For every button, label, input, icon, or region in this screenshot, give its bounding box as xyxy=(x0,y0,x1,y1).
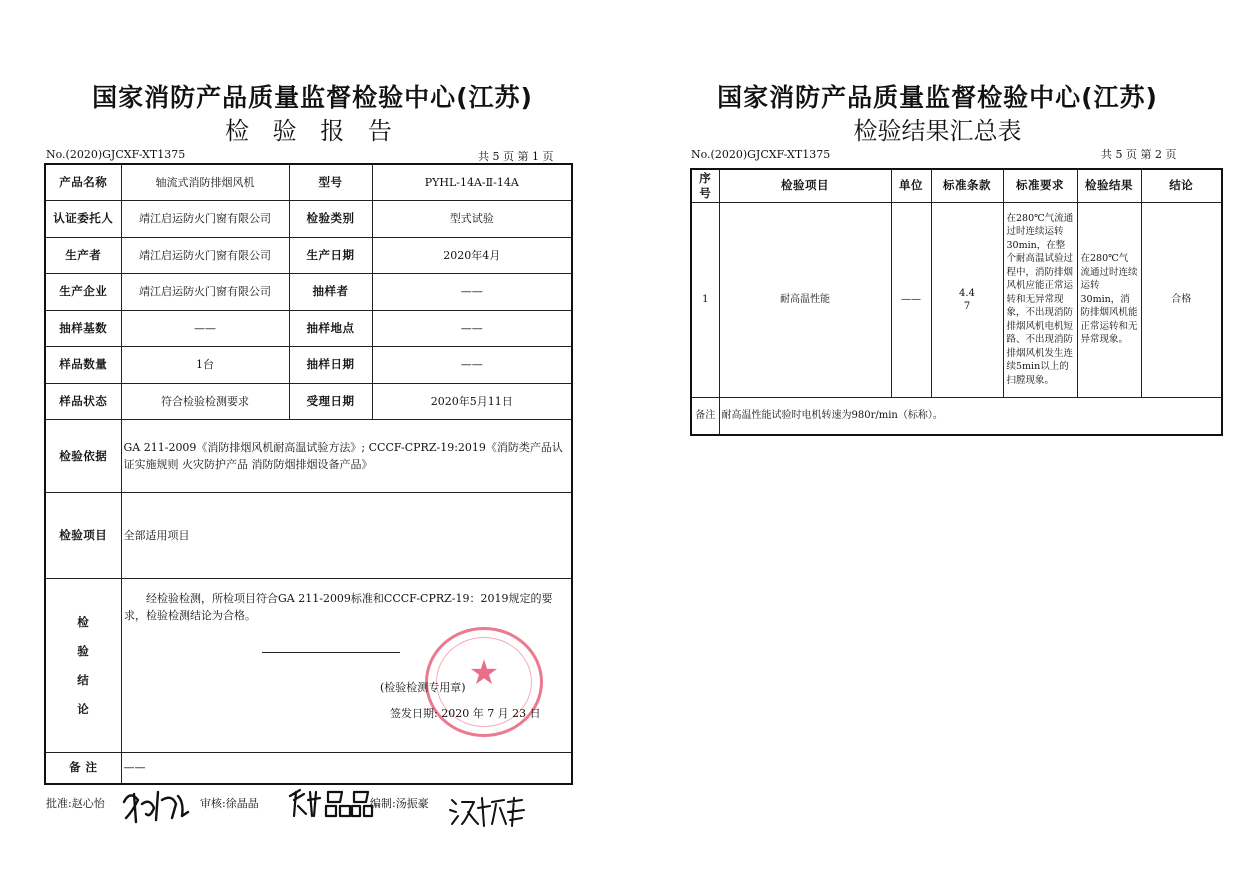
info-value: 2020年4月 xyxy=(372,237,572,274)
info-value: —— xyxy=(372,347,572,384)
remark-text: 耐高温性能试验时电机转速为980r/min（标称）。 xyxy=(719,397,1222,435)
info-label: 认证委托人 xyxy=(45,201,121,238)
info-label: 生产者 xyxy=(45,237,121,274)
info-label: 检验类别 xyxy=(289,201,372,238)
info-label: 抽样日期 xyxy=(289,347,372,384)
issue-date: 签发日期: 2020 年 7 月 23 日 xyxy=(390,707,541,720)
remark-value: —— xyxy=(121,753,572,784)
info-value: 2020年5月11日 xyxy=(372,383,572,420)
info-row xyxy=(45,383,572,420)
basis-text: GA 211-2009《消防排烟风机耐高温试验方法》; CCCF-CPRZ-19:2019《消防类产品认证实施规则 火灾防护产品 消防防烟排烟设备产品》 xyxy=(121,420,572,493)
basis-label: 检验依据 xyxy=(45,420,121,493)
info-value: 轴流式消防排烟风机 xyxy=(121,164,289,201)
info-row xyxy=(45,164,572,201)
row-conclusion: 合格 xyxy=(1141,202,1222,397)
info-value: —— xyxy=(372,274,572,311)
info-value: 靖江启运防火门窗有限公司 xyxy=(121,201,289,238)
approve-label: 批准:赵心怡 xyxy=(46,797,105,810)
review-signature xyxy=(286,782,376,826)
compile-label: 编制:汤振豪 xyxy=(370,797,429,810)
report-number: No.(2020)GJCXF-XT1375 xyxy=(46,148,186,161)
conclusion-label-char: 结 xyxy=(77,672,90,687)
approve-signature xyxy=(120,782,192,830)
items-row xyxy=(45,493,572,579)
info-label: 抽样基数 xyxy=(45,310,121,347)
info-label: 抽样地点 xyxy=(289,310,372,347)
remark-label: 备注 xyxy=(691,397,719,435)
info-value: 靖江启运防火门窗有限公司 xyxy=(121,274,289,311)
conclusion-label xyxy=(45,579,121,753)
review-label: 审核:徐晶晶 xyxy=(200,797,259,810)
header-conclusion: 结论 xyxy=(1141,169,1222,202)
header-unit: 单位 xyxy=(891,169,931,202)
items-label: 检验项目 xyxy=(45,493,121,579)
info-row xyxy=(45,201,572,238)
seal-star-icon: ★ xyxy=(468,653,500,693)
conclusion-label-char: 论 xyxy=(77,701,90,716)
conclusion-text: 经检验检测，所检项目符合GA 211-2009标准和CCCF-CPRZ-19：2019规定的要求，检验检测结论为合格。 xyxy=(124,592,553,622)
info-value: PYHL-14A-Ⅱ-14A xyxy=(372,164,572,201)
info-value: 靖江启运防火门窗有限公司 xyxy=(121,237,289,274)
info-label: 样品数量 xyxy=(45,347,121,384)
info-label: 样品状态 xyxy=(45,383,121,420)
info-value: —— xyxy=(121,310,289,347)
info-value: 型式试验 xyxy=(372,201,572,238)
results-remark-row xyxy=(691,397,1222,435)
row-no: 1 xyxy=(691,202,719,397)
results-row xyxy=(691,202,1222,397)
page-subtitle: 检验结果汇总表 xyxy=(853,117,1022,145)
row-item: 耐高温性能 xyxy=(719,202,891,397)
header-clause: 标准条款 xyxy=(931,169,1003,202)
seal-caption: (检验检测专用章) xyxy=(380,681,466,694)
row-unit: —— xyxy=(891,202,931,397)
page-subtitle: 检 验 报 告 xyxy=(225,117,400,145)
page-title: 国家消防产品质量监督检验中心(江苏) xyxy=(92,83,533,112)
conclusion-label-char: 验 xyxy=(77,643,90,658)
header-item: 检验项目 xyxy=(719,169,891,202)
info-label: 抽样者 xyxy=(289,274,372,311)
info-row xyxy=(45,347,572,384)
items-text: 全部适用项目 xyxy=(121,493,572,579)
results-header-row xyxy=(691,169,1222,202)
report-number: No.(2020)GJCXF-XT1375 xyxy=(691,148,831,161)
info-label: 产品名称 xyxy=(45,164,121,201)
header-no: 序号 xyxy=(691,169,719,202)
page-title: 国家消防产品质量监督检验中心(江苏) xyxy=(717,83,1158,112)
info-row xyxy=(45,274,572,311)
remark-row xyxy=(45,753,572,784)
remark-label: 备 注 xyxy=(45,753,121,784)
row-requirement: 在280℃气流通过时连续运转30min，在整个耐高温试验过程中，消防排烟风机应能正常运转和无异常现象，不出现消防排烟风机电机短路、不出现消防排烟风机发生连续5min以上的扫膛现象。 xyxy=(1003,202,1077,397)
page-info: 共 5 页 第 2 页 xyxy=(1101,148,1177,161)
compile-signature xyxy=(448,790,528,834)
info-label: 生产日期 xyxy=(289,237,372,274)
info-label: 生产企业 xyxy=(45,274,121,311)
info-value: —— xyxy=(372,310,572,347)
row-result: 在280℃气流通过时连续运转30min，消防排烟风机能正常运转和无异常现象。 xyxy=(1077,202,1141,397)
basis-row xyxy=(45,420,572,493)
header-result: 检验结果 xyxy=(1077,169,1141,202)
info-value: 1台 xyxy=(121,347,289,384)
report-page-2 xyxy=(625,0,1250,883)
conclusion-label-char: 检 xyxy=(77,614,90,629)
info-label: 受理日期 xyxy=(289,383,372,420)
header-requirement: 标准要求 xyxy=(1003,169,1077,202)
results-table xyxy=(690,168,1223,436)
info-label: 型号 xyxy=(289,164,372,201)
info-value: 符合检验检测要求 xyxy=(121,383,289,420)
info-row xyxy=(45,237,572,274)
page-info: 共 5 页 第 1 页 xyxy=(478,150,554,163)
row-clause: 4.4 7 xyxy=(931,202,1003,397)
signature-line xyxy=(262,652,400,653)
info-row xyxy=(45,310,572,347)
